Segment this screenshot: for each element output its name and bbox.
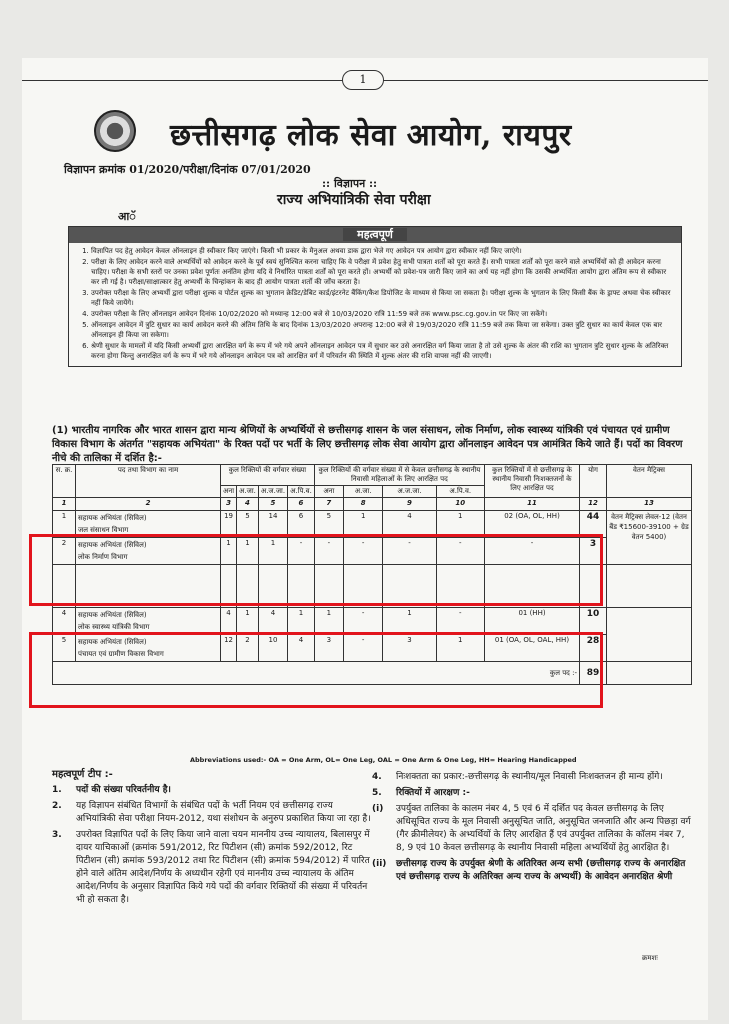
cell: - xyxy=(436,608,485,635)
cell: 1 xyxy=(343,511,383,538)
disabled-cell: 01 (HH) xyxy=(485,608,580,635)
col-number: 13 xyxy=(607,498,692,511)
total-cell: 10 xyxy=(580,608,607,635)
advertisement-number: विज्ञापन क्रमांक 01/2020/परीक्षा/दिनांक 07/01/2020 xyxy=(64,163,311,176)
cell: 1 xyxy=(237,538,259,565)
abbreviations: Abbreviations used:- OA = One Arm, OL= One Leg, OAL = One Arm & One Leg, HH= Hearing Handicapped xyxy=(190,756,577,764)
col-number: 8 xyxy=(343,498,383,511)
dept-name: पंचायत एवं ग्रामीण विकास विभाग xyxy=(78,650,164,658)
cell: 1 xyxy=(314,608,343,635)
dept-name: लोक निर्माण विभाग xyxy=(78,553,128,561)
disabled-cell: 01 (OA, OL, OAL, HH) xyxy=(485,635,580,662)
column-number-row xyxy=(53,498,692,511)
cell: 14 xyxy=(258,511,287,538)
cell: 3 xyxy=(314,635,343,662)
row-sno: 4 xyxy=(53,608,76,635)
cell: - xyxy=(383,538,436,565)
post-name: सहायक अभियंता (सिविल) xyxy=(78,541,147,549)
important-list xyxy=(69,243,681,366)
cell: 4 xyxy=(383,511,436,538)
dept-name: जल संसाधन विभाग xyxy=(78,526,129,534)
col-number: 9 xyxy=(383,498,436,511)
note-item: 4. निःशक्तता का प्रकार:-छत्तीसगढ़ के स्थानीय/मूल निवासी निःशक्तजन ही मान्य होंगे। xyxy=(372,772,663,782)
cell: - xyxy=(343,608,383,635)
cell: 10 xyxy=(258,635,287,662)
cell: - xyxy=(314,538,343,565)
row-sno: 2 xyxy=(53,538,76,565)
cell: 2 xyxy=(237,635,259,662)
sub-header: अना xyxy=(314,486,343,498)
note-item: 3. उपरोक्त विज्ञापित पदों के लिए किया जाने वाला चयन माननीय उच्च न्यायालय, बिलासपुर में दायर याचिकाओं (क्रमांक 591/2012, रिट पिटीशन (सी) क्रमांक 592/2012, रिट पिटीशन (सी) क्रमांक 593/2012 तथा रिट पिटीशन (सी) क्रमांक 594/2012) में पारित होने वाले अंतिम आदेश/निर्णय के अध्यधीन रहेगी एवं माननीय उच्च न्यायालय के अंतिम आदेश/निर्णय के अनुसार विज्ञापित किये गये पदों की वर्गवार रिक्तियों की संख्या में परिवर्तन भी हो सकता है। xyxy=(52,830,370,905)
note-item: 5. रिक्तियों में आरक्षण :- xyxy=(372,788,470,798)
cell: - xyxy=(436,538,485,565)
post-name: सहायक अभियंता (सिविल) xyxy=(78,514,147,522)
cell: - xyxy=(343,538,383,565)
important-heading: महत्वपूर्ण xyxy=(69,227,681,243)
cell: 5 xyxy=(314,511,343,538)
sub-header: अ.पि.व. xyxy=(436,486,485,498)
col-number: 2 xyxy=(76,498,221,511)
col-sno: स. क्र. xyxy=(53,465,76,498)
col-number: 3 xyxy=(221,498,237,511)
important-point: 2. परीक्षा के लिए आवेदन करने वाले अभ्यर्थियों को आवेदन करने के पूर्व स्वयं सुनिश्चित करना चाहिए कि वे परीक्षा में प्रवेश हेतु सभी पात्रता शर्तों को पूरा करते हैं। सभी पात्रता शर्तों को पूरा करने वाले अभ्यर्थियों को ही आवेदन करना चाहिए। परीक्षा के सभी स्तरों पर उनका प्रवेश पूर्णतः अनंतिम होगा यदि वे निर्धारित पात्रता शर्तों को पूरा करते हों। अभ्यर्थी को प्रवेश-पत्र जारी किए जाने का अर्थ यह नहीं होगा कि उसकी अभ्यर्थिता आयोग द्वारा अंतिम रूप से स्वीकार कर ली गई है। परीक्षा/साक्षात्कार हेतु अभ्यर्थी के चिन्हांकन के बाद ही आयोग पात्रता शर्तों की जाँच करता है। xyxy=(91,257,675,287)
continued-label: क्रमशः xyxy=(642,954,658,962)
important-point: 3. उपरोक्त परीक्षा के लिए अभ्यर्थी द्वारा परीक्षा शुल्क व पोर्टल शुल्क का भुगतान क्रेडिट/डेबिट कार्ड/इंटरनेट बैंकिंग/कैश डिपोजिट के माध्यम से किया जा सकता है। परीक्षा शुल्क के भुगतान के लिए किसी बैंक के ड्राफ्ट अथवा चेक स्वीकार नहीं किये जायेंगे। xyxy=(91,288,675,308)
cell: 4 xyxy=(288,635,315,662)
sub-header: अ.ज.जा. xyxy=(258,486,287,498)
pay-cell: वेतन मैट्रिक्स लेवल-12 (वेतन बैंड ₹15600-39100 + ग्रेड वेतन 5400) xyxy=(607,511,692,565)
emblem-icon xyxy=(94,110,136,152)
table-row xyxy=(53,608,692,635)
cell: 3 xyxy=(383,635,436,662)
col-disabled: कुल रिक्तियों में से छत्तीसगढ़ के स्थानीय निवासी निःशक्तजनों के लिए आरक्षित पद xyxy=(485,465,580,498)
col-sum: योग xyxy=(580,465,607,498)
post-name: सहायक अभियंता (सिविल) xyxy=(78,611,147,619)
total-cell: 44 xyxy=(580,511,607,538)
page-number: 1 xyxy=(342,70,384,90)
cell: - xyxy=(288,538,315,565)
sub-header: अ.ज.जा. xyxy=(383,486,436,498)
row-sno: 1 xyxy=(53,511,76,538)
total-cell: 3 xyxy=(580,538,607,565)
cell: 1 xyxy=(383,608,436,635)
col-number: 12 xyxy=(580,498,607,511)
cell: 6 xyxy=(288,511,315,538)
cell: 1 xyxy=(221,538,237,565)
dept-name: लोक स्वास्थ्य यांत्रिकी विभाग xyxy=(78,623,150,631)
ao-mark: आॅ xyxy=(118,210,136,223)
cell: 1 xyxy=(237,608,259,635)
disabled-cell: - xyxy=(485,538,580,565)
disabled-cell: 02 (OA, OL, HH) xyxy=(485,511,580,538)
cell: 5 xyxy=(237,511,259,538)
important-point: 1. विज्ञापित पद हेतु आवेदन केवल ऑनलाइन ही स्वीकार किए जाएंगे। किसी भी प्रकार के मैनुअल अथवा डाक द्वारा भेजे गए आवेदन पत्र आयोग द्वारा स्वीकार नहीं किए जाएंगे। xyxy=(91,246,675,256)
col-number: 10 xyxy=(436,498,485,511)
cell: 1 xyxy=(436,511,485,538)
post-cell xyxy=(76,608,221,635)
note-item: (ii) छत्तीसगढ़ राज्य के उपर्युक्त श्रेणी के अतिरिक्त अन्य सभी (छत्तीसगढ़ राज्य के अनारक्षित एवं छत्तीसगढ़ राज्य के अतिरिक्त अन्य राज्य के अभ्यर्थी) के आवेदन अनारक्षित श्रेणी xyxy=(372,859,686,882)
notes-heading: महत्वपूर्ण टीप :- xyxy=(52,769,113,780)
cell: 4 xyxy=(221,608,237,635)
important-point: 6. श्रेणी सुधार के मामलों में यदि किसी अभ्यर्थी द्वारा आरक्षित वर्ग के रूप में भरे गये अपने ऑनलाइन आवेदन पत्र में सुधार कर उसे अनारक्षित वर्ग किया जाता है तो उसे शुल्क के अंतर की राशि का भुगतान त्रुटि सुधार शुल्क के अतिरिक्त करना होगा किन्तु अनारक्षित वर्ग के रूप में भरे गये ऑनलाइन आवेदन पत्र को आरक्षित वर्ग में परिवर्तन की स्थिति में शुल्क अंतर की राशि वापस नहीं की जाएगी। xyxy=(91,341,675,361)
cell: 19 xyxy=(221,511,237,538)
cell: 4 xyxy=(258,608,287,635)
cell: - xyxy=(343,635,383,662)
col-number: 6 xyxy=(288,498,315,511)
sum-label: कुल पद :- xyxy=(53,662,580,685)
highlight-box-bottom xyxy=(29,632,603,708)
notes-right xyxy=(372,768,692,884)
note-item: 2. यह विज्ञापन संबंधित विभागों के संबंधित पदों के भर्ती नियम एवं छत्तीसगढ़ राज्य अभियांत्रिकी सेवा परीक्षा नियम-2012, यथा संशोधन के अनुरुप प्रकाशित किया जा रहा है। xyxy=(52,801,371,824)
note-item: 1. पदों की संख्या परिवर्तनीय है। xyxy=(52,785,171,795)
cell: 12 xyxy=(221,635,237,662)
col-number: 5 xyxy=(258,498,287,511)
post-name: सहायक अभियंता (सिविल) xyxy=(78,638,147,646)
col-number: 7 xyxy=(314,498,343,511)
document-sheet xyxy=(22,58,708,1020)
row-sno: 5 xyxy=(53,635,76,662)
exam-name: राज्य अभियांत्रिकी सेवा परीक्षा xyxy=(277,192,431,208)
cell: 1 xyxy=(258,538,287,565)
intro-paragraph: (1) भारतीय नागरिक और भारत शासन द्वारा मान्य श्रेणियों के अभ्यर्थियों से छत्तीसगढ़ शासन के जल संसाधन, लोक निर्माण, लोक स्वास्थ्य यांत्रिकी एवं पंचायत एवं ग्रामीण विकास विभाग के अंतर्गत "सहायक अभियंता" के रिक्त पदों पर भर्ती के लिए छत्तीसगढ़ लोक सेवा आयोग द्वारा ऑनलाइन आवेदन पत्र आमंत्रित किये जाते हैं। पदों का विवरण नीचे की तालिका में दर्शित है:- xyxy=(52,425,683,464)
col-number: 4 xyxy=(237,498,259,511)
col-women: कुल रिक्तियों की वर्गवार संख्या में से केवल छत्तीसगढ़ के स्थानीय निवासी महिलाओं के लिए आरक्षित पद xyxy=(314,465,484,486)
col-post: पद तथा विभाग का नाम xyxy=(76,465,221,498)
total-cell: 28 xyxy=(580,635,607,662)
col-pay: वेतन मैट्रिक्स xyxy=(607,465,692,498)
page-title: छत्तीसगढ़ लोक सेवा आयोग, रायपुर xyxy=(170,118,572,153)
important-point: 4. उपरोक्त परीक्षा के लिए ऑनलाइन आवेदन दिनांक 10/02/2020 को मध्यान्ह 12:00 बजे से 10/03/2020 रात्रि 11:59 बजे तक www.psc.cg.gov.in पर किए जा सकेंगे। xyxy=(91,309,675,319)
important-point: 5. ऑनलाइन आवेदन में त्रुटि सुधार का कार्य आवेदन करने की अंतिम तिथि के बाद दिनांक 13/03/2020 अपरान्ह 12:00 बजे से 19/03/2020 रात्रि 11:59 बजे तक किया जा सकेगा। उक्त त्रुटि सुधार का कार्य केवल एक बार ऑनलाइन ही किया जा सकेगा। xyxy=(91,320,675,340)
sum-value: 89 xyxy=(580,662,607,685)
col-number: 1 xyxy=(53,498,76,511)
important-box xyxy=(68,226,682,367)
highlight-box-top xyxy=(29,534,603,606)
cell: 1 xyxy=(288,608,315,635)
sub-header: अ.जा. xyxy=(343,486,383,498)
sub-header: अना xyxy=(221,486,237,498)
note-item: (i) उपर्युक्त तालिका के कालम नंबर 4, 5 एवं 6 में दर्शित पद केवल छत्तीसगढ़ के लिए अधिसूचित राज्य के मूल निवासी अनुसूचित जाति, अनुसूचित जनजाति और अन्य पिछड़ा वर्ग (गैर क्रीमीलेयर) के अभ्यर्थियों के लिए आरक्षित हैं एवं उपर्युक्त तालिका के कॉलम नंबर 7, 8, 9 एवं 10 केवल छत्तीसगढ़ के स्थानीय निवासी महिला अभ्यर्थियों हेतु आरक्षित है। xyxy=(372,804,691,853)
sub-header: अ.जा. xyxy=(237,486,259,498)
sub-header: अ.पि.व. xyxy=(288,486,315,498)
col-total: कुल रिक्तियों की वर्गवार संख्या xyxy=(221,465,315,486)
advertisement-heading: :: विज्ञापन :: xyxy=(322,177,378,190)
notes-left xyxy=(52,768,372,907)
col-number: 11 xyxy=(485,498,580,511)
cell: 1 xyxy=(436,635,485,662)
